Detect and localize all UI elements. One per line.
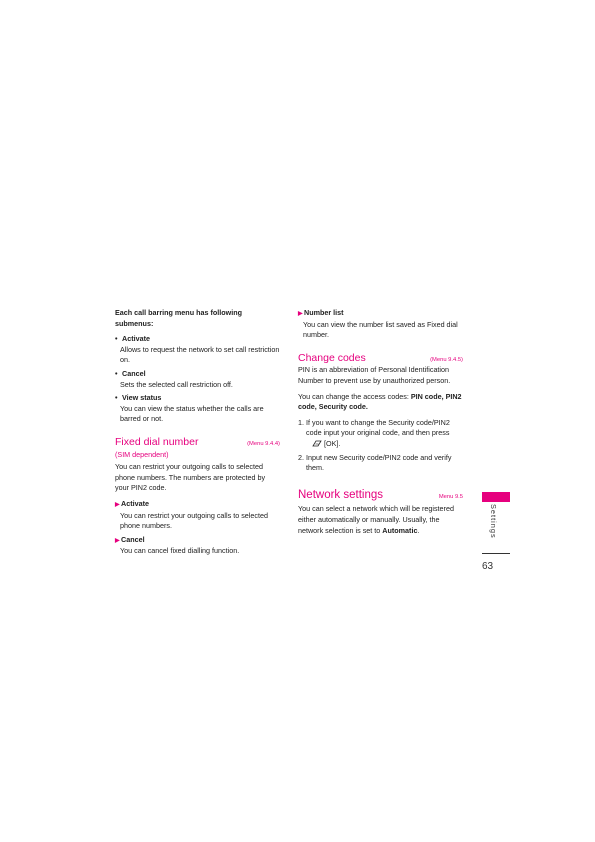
submenu-title: Number list [304, 308, 344, 317]
section-text: You can change the access codes: PIN code, PIN2 code, Security code. [298, 391, 462, 412]
section-text: You can select a network which will be registered either automatically or manually. Usually, the network selection is set to Automatic. [298, 504, 454, 535]
section-text: PIN is an abbreviation of Personal Identification Number to prevent use by unauthorized person. [298, 365, 451, 385]
submenu-text: You can restrict your outgoing calls to selected phone numbers. [120, 510, 268, 531]
bullet-icon: • [115, 393, 118, 403]
bullet-item [115, 334, 280, 366]
bullet-icon: • [115, 334, 118, 344]
page-number: 63 [482, 561, 494, 572]
numbered-step: 1. If you want to change the Security code/PIN2 code input your original code, and then press [OK]. [298, 417, 450, 448]
bullet-item [115, 393, 280, 425]
bullet-text: Allows to request the network to set call restriction on. [120, 344, 280, 365]
submenu-title: Activate [121, 498, 149, 508]
section-text: You can restrict your outgoing calls to selected phone numbers. The numbers are protected by your PIN2 code. [115, 462, 266, 493]
bullet-item [115, 369, 280, 390]
section-header-network [298, 488, 463, 503]
intro-text: Each call barring menu has following submenus: [115, 308, 243, 328]
submenu-item [298, 308, 463, 341]
triangle-icon: ▶ [298, 311, 303, 317]
submenu-item [115, 535, 280, 557]
triangle-icon: ▶ [115, 501, 120, 508]
menu-ref: (Menu 9.4.4) [247, 440, 280, 447]
section-header-fixed-dial [115, 435, 280, 450]
bullet-title: View status [122, 393, 162, 403]
left-column [115, 308, 280, 560]
submenu-text: You can cancel fixed dialling function. [120, 546, 240, 556]
section-subtitle: (SIM dependent) [115, 449, 169, 459]
section-title: Change codes [298, 351, 366, 364]
menu-ref: Menu 9.5 [438, 493, 463, 500]
submenu-text: You can view the number list saved as Fixed dial number. [303, 319, 458, 340]
bullet-text: You can view the status whether the calls are barred or not. [120, 403, 264, 424]
bullet-title: Activate [122, 334, 150, 344]
bullet-title: Cancel [122, 368, 146, 378]
section-title: Fixed dial number [115, 435, 199, 448]
bullet-text: Sets the selected call restriction off. [120, 379, 233, 389]
submenu-title: Cancel [121, 534, 145, 544]
side-tab-bar [482, 492, 510, 502]
numbered-step: 2. Input new Security code/PIN2 code and verify them. [298, 452, 452, 473]
section-header-change-codes [298, 351, 463, 366]
menu-ref: (Menu 9.4.5) [430, 356, 463, 363]
submenu-item [115, 499, 280, 532]
ok-key-icon [312, 440, 322, 447]
bullet-icon: • [115, 368, 118, 378]
side-divider [482, 553, 510, 554]
triangle-icon: ▶ [115, 537, 120, 544]
section-title: Network settings [298, 488, 384, 501]
side-tab-label: Settings [489, 504, 498, 539]
right-column [298, 308, 463, 536]
